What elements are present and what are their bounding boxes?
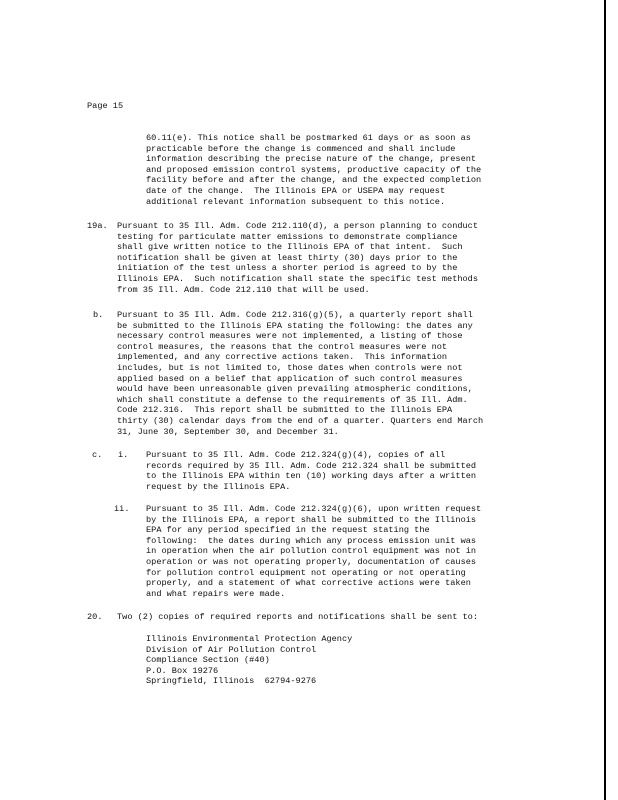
page-header: Page 15 xyxy=(87,101,124,111)
text-line: practicable before the change is commenced and shall include xyxy=(146,143,456,154)
intro-paragraph xyxy=(146,133,481,207)
text-line: control measures, the reasons that the control measures were not xyxy=(117,341,448,352)
text-line: 31, June 30, September 30, and December 31. xyxy=(117,426,339,437)
text-line: records required by 35 Ill. Adm. Code 212.324 shall be submitted xyxy=(146,460,477,471)
text-line: which shall constitute a defense to the requirements of 35 Ill. Adm. xyxy=(117,394,468,405)
text-line: Springfield, Illinois 62794-9276 xyxy=(146,676,317,687)
text-line: Pursuant to 35 Ill. Adm. Code 212.324(g)(6), upon written request xyxy=(146,504,482,514)
text-line: Pursuant to 35 Ill. Adm. Code 212.110(d), a person planning to conduct xyxy=(117,221,478,231)
item-c-i-text xyxy=(146,450,476,492)
text-line: additional relevant information subsequent to this notice. xyxy=(146,196,446,207)
text-line: Pursuant to 35 Ill. Adm. Code 212.316(g)(5), a quarterly report shall xyxy=(117,310,473,320)
item-c-ii-label: ii. xyxy=(114,504,130,514)
text-line: Illinois EPA. Such notification shall state the specific test methods xyxy=(117,273,478,284)
item-20-label: 20. xyxy=(87,612,103,622)
text-line: and what repairs were made. xyxy=(146,588,286,599)
text-line: includes, but is not limited to, those dates when controls were not xyxy=(117,362,463,373)
text-line: date of the change. The Illinois EPA or USEPA may request xyxy=(146,185,446,196)
text-line: would have been unreasonable given prevailing atmospheric conditions, xyxy=(117,384,473,395)
item-b-label: b. xyxy=(93,310,104,320)
text-line: Pursuant to 35 Ill. Adm. Code 212.324(g)(4), copies of all xyxy=(146,450,446,460)
mailing-address xyxy=(146,634,352,687)
item-19a-text xyxy=(117,221,478,295)
text-line: information describing the precise nature of the change, present xyxy=(146,154,477,165)
text-line: for pollution control equipment not operating or not operating xyxy=(146,567,466,578)
text-line: 60.11(e). This notice shall be postmarked 61 days or as soon as xyxy=(146,133,471,143)
text-line: thirty (30) calendar days from the end of a quarter. Quarters end March xyxy=(117,415,484,426)
item-b-text xyxy=(117,310,483,437)
text-line: be submitted to the Illinois EPA stating the following: the dates any xyxy=(117,320,473,331)
text-line: from 35 Ill. Adm. Code 212.110 that will be used. xyxy=(117,284,370,295)
text-line: notification shall be given at least thirty (30) days prior to the xyxy=(117,252,458,263)
text-line: EPA for any period specified in the request stating the xyxy=(146,525,430,536)
text-line: to the Illinois EPA within ten (10) working days after a written xyxy=(146,471,477,482)
item-c-i-label: i. xyxy=(118,450,129,460)
text-line: necessary control measures were not implemented, a listing of those xyxy=(117,331,463,342)
text-line: shall give written notice to the Illinois EPA of that intent. Such xyxy=(117,242,463,253)
text-line: properly, and a statement of what corrective actions were taken xyxy=(146,578,471,589)
text-line: by the Illinois EPA, a report shall be submitted to the Illinois xyxy=(146,514,477,525)
text-line: implemented, and any corrective actions taken. This information xyxy=(117,352,448,363)
text-line: initiation of the test unless a shorter period is agreed to by the xyxy=(117,263,458,274)
text-line: P.O. Box 19276 xyxy=(146,665,219,676)
text-line: testing for particulate matter emissions to demonstrate compliance xyxy=(117,231,458,242)
item-20-text: Two (2) copies of required reports and notifications shall be sent to: xyxy=(117,612,478,622)
text-line: following: the dates during which any process emission unit was xyxy=(146,535,477,546)
text-line: facility before and after the change, and the expected completion xyxy=(146,175,482,186)
text-line: operation or was not operating properly, documentation of causes xyxy=(146,556,477,567)
text-line: Illinois Environmental Protection Agency xyxy=(146,634,353,644)
text-line: Compliance Section (#40) xyxy=(146,655,270,666)
item-19a-label: 19a. xyxy=(87,221,108,231)
item-c-label: c. xyxy=(92,450,103,460)
text-line: Division of Air Pollution Control xyxy=(146,644,317,655)
text-line: Code 212.316. This report shall be submitted to the Illinois EPA xyxy=(117,405,453,416)
text-line: and proposed emission control systems, productive capacity of the xyxy=(146,164,482,175)
item-c-ii-text xyxy=(146,504,481,599)
scan-edge-bar xyxy=(604,0,606,800)
text-line: request by the Illinois EPA. xyxy=(146,481,291,492)
text-line: in operation when the air pollution control equipment was not in xyxy=(146,546,477,557)
text-line: applied based on a belief that application of such control measures xyxy=(117,373,463,384)
